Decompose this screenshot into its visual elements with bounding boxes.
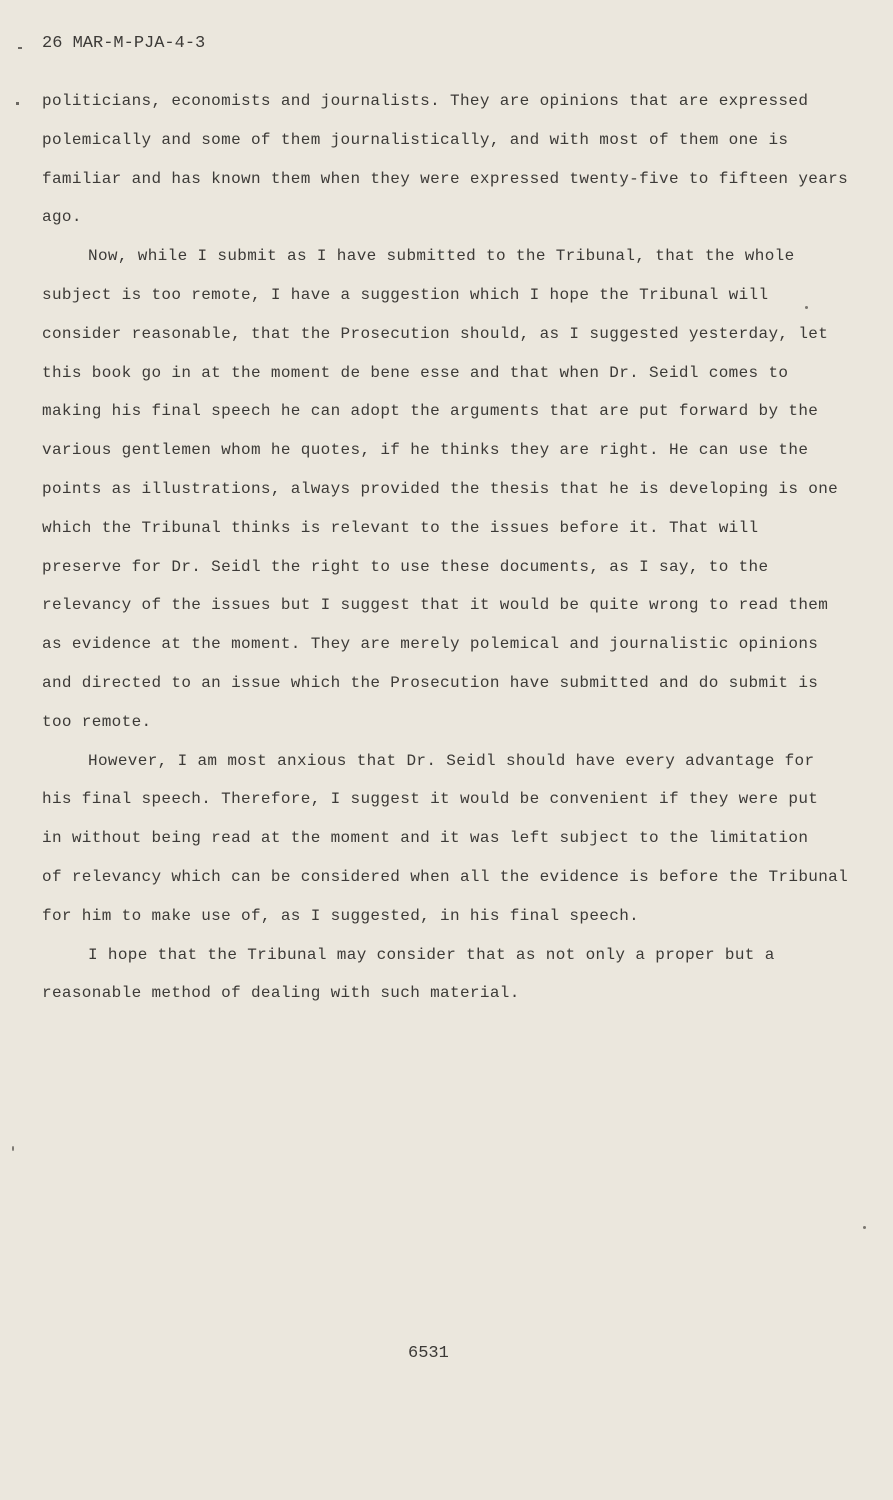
text-line: I hope that the Tribunal may consider that as not only a proper but a (88, 945, 775, 964)
paper-speck (12, 1146, 14, 1151)
text-line: of relevancy which can be considered when all the evidence is before the Tribunal (42, 867, 849, 886)
page-number: 6531 (408, 1344, 449, 1363)
text-line: However, I am most anxious that Dr. Seidl should have every advantage for (88, 751, 815, 770)
text-line: this book go in at the moment de bene esse and that when Dr. Seidl comes to (42, 363, 789, 382)
text-line: Now, while I submit as I have submitted to the Tribunal, that the whole (88, 247, 795, 266)
document-body (42, 88, 849, 1019)
text-line: in without being read at the moment and it was left subject to the limitation (42, 829, 809, 848)
paper-speck (805, 306, 808, 309)
text-line: making his final speech he can adopt the arguments that are put forward by the (42, 402, 819, 421)
margin-dash-top (18, 47, 22, 49)
paper-speck (863, 1226, 866, 1229)
text-line: ago. (42, 208, 82, 227)
document-reference: 26 MAR-M-PJA-4-3 (42, 34, 206, 53)
text-line: for him to make use of, as I suggested, in his final speech. (42, 906, 640, 925)
text-line: his final speech. Therefore, I suggest it would be convenient if they were put (42, 790, 819, 809)
text-line: as evidence at the moment. They are merely polemical and journalistic opinions (42, 635, 819, 654)
text-line: politicians, economists and journalists. They are opinions that are expressed (42, 92, 809, 110)
text-line: points as illustrations, always provided the thesis that he is developing is one (42, 479, 839, 498)
text-line: and directed to an issue which the Prosecution have submitted and do submit is (42, 673, 819, 692)
text-line: familiar and has known them when they were expressed twenty-five to fifteen years (42, 169, 849, 188)
text-line: preserve for Dr. Seidl the right to use these documents, as I say, to the (42, 557, 769, 576)
text-line: polemically and some of them journalistically, and with most of them one is (42, 130, 789, 149)
margin-dash-left (16, 102, 19, 105)
text-line: relevancy of the issues but I suggest that it would be quite wrong to read them (42, 596, 829, 615)
text-line: various gentlemen whom he quotes, if he thinks they are right. He can use the (42, 441, 809, 460)
text-line: reasonable method of dealing with such material. (42, 984, 520, 1003)
text-line: subject is too remote, I have a suggestion which I hope the Tribunal will (42, 285, 769, 304)
text-line: which the Tribunal thinks is relevant to the issues before it. That will (42, 518, 759, 537)
text-line: too remote. (42, 712, 152, 731)
text-line: consider reasonable, that the Prosecution should, as I suggested yesterday, let (42, 324, 829, 343)
